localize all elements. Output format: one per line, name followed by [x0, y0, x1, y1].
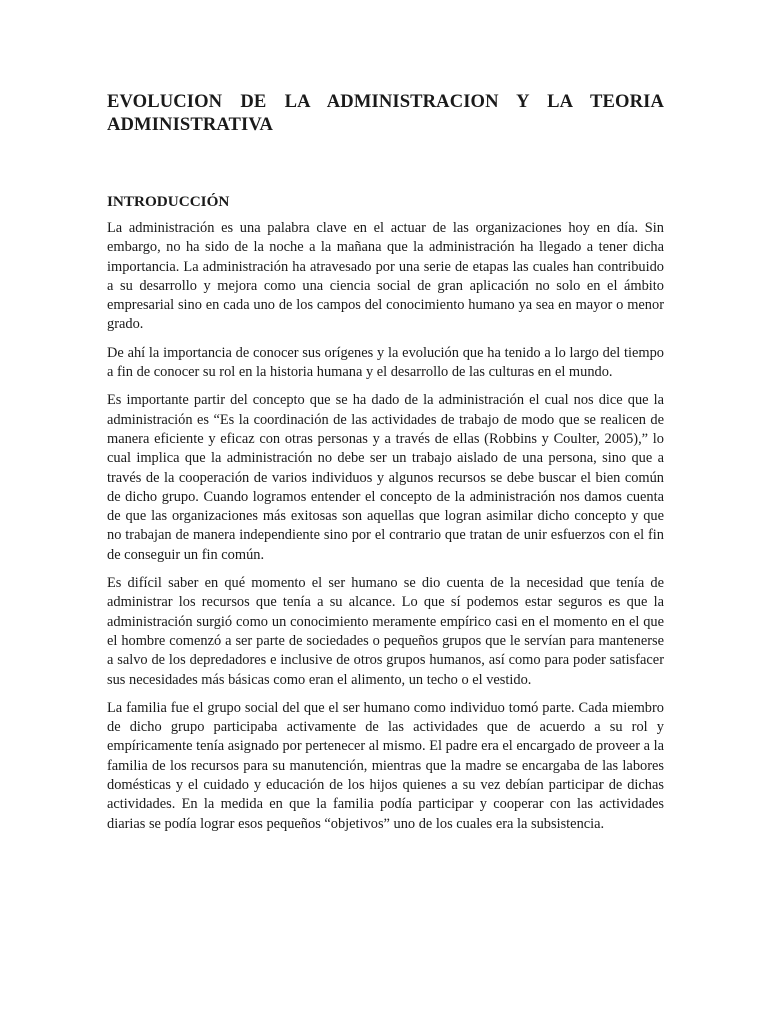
paragraph-1: La administración es una palabra clave en el actuar de las organizaciones hoy en día. Sin embargo, no ha sido de la noche a la mañana que la administración ha llegado a tener dicha importancia. La administración ha atravesado por una serie de etapas las cuales han contribuido a su desarrollo y mejora como una ciencia social de gran aplicación no solo en el ámbito empresarial sino en cada uno de los campos del conocimiento humano ya sea en mayor o menor grado.	[107, 220, 664, 333]
paragraph-3: Es importante partir del concepto que se ha dado de la administración el cual nos dice que la administración es “Es la coordinación de las actividades de trabajo de modo que se realicen de manera eficiente y eficaz con otras personas y a través de ellas (Robbins y Coulter, 2005),” lo cual implica que la administración no debe ser un trabajo aislado de una persona, sino que a través de la cooperación de varios individuos y algunos recursos se debe buscar el bien común de dicho grupo. Cuando logramos entender el concepto de la administración nos damos cuenta de que las organizaciones más exitosas son aquellas que logran asimilar dicho concepto y que no trabajan de manera independiente sino por el contrario que tratan de unir esfuerzos con el fin de conseguir un fin común.	[107, 392, 664, 563]
section-heading-introduccion: INTRODUCCIÓN	[107, 193, 230, 210]
paragraph-4: Es difícil saber en qué momento el ser humano se dio cuenta de la necesidad que tenía de administrar los recursos que tenía a su alcance. Lo que sí podemos estar seguros es que la administración surgió como un conocimiento meramente empírico casi en el momento en el que el hombre comenzó a ser parte de sociedades o pequeños grupos que le servían para mantenerse a salvo de los depredadores e inclusive de otros grupos humanos, así como para poder satisfacer sus necesidades más básicas como eran el alimento, un techo o el vestido.	[107, 575, 664, 688]
paragraph-5: La familia fue el grupo social del que el ser humano como individuo tomó parte. Cada miembro de dicho grupo participaba activamente de las actividades que de acuerdo a su rol y empíricamente tenía asignado por pertenecer al mismo. El padre era el encargado de proveer a la familia de los recursos para su manutención, mientras que la madre se encargaba de las labores domésticas y el cuidado y educación de los hijos quienes a su vez debían participar de dichas actividades. En la medida en que la familia podía participar y cooperar con las actividades diarias se podía lograr esos pequeños “objetivos” uno de los cuales era la subsistencia.	[107, 699, 664, 832]
document-title-line-2: ADMINISTRATIVA	[107, 114, 274, 135]
document-title-line-1: EVOLUCION DE LA ADMINISTRACION Y LA TEORIA	[107, 91, 664, 112]
document-page	[107, 90, 664, 834]
document-title	[107, 90, 664, 136]
paragraph-2: De ahí la importancia de conocer sus orígenes y la evolución que ha tenido a lo largo del tiempo a fin de conocer su rol en la historia humana y el desarrollo de las culturas en el mundo.	[107, 344, 664, 381]
